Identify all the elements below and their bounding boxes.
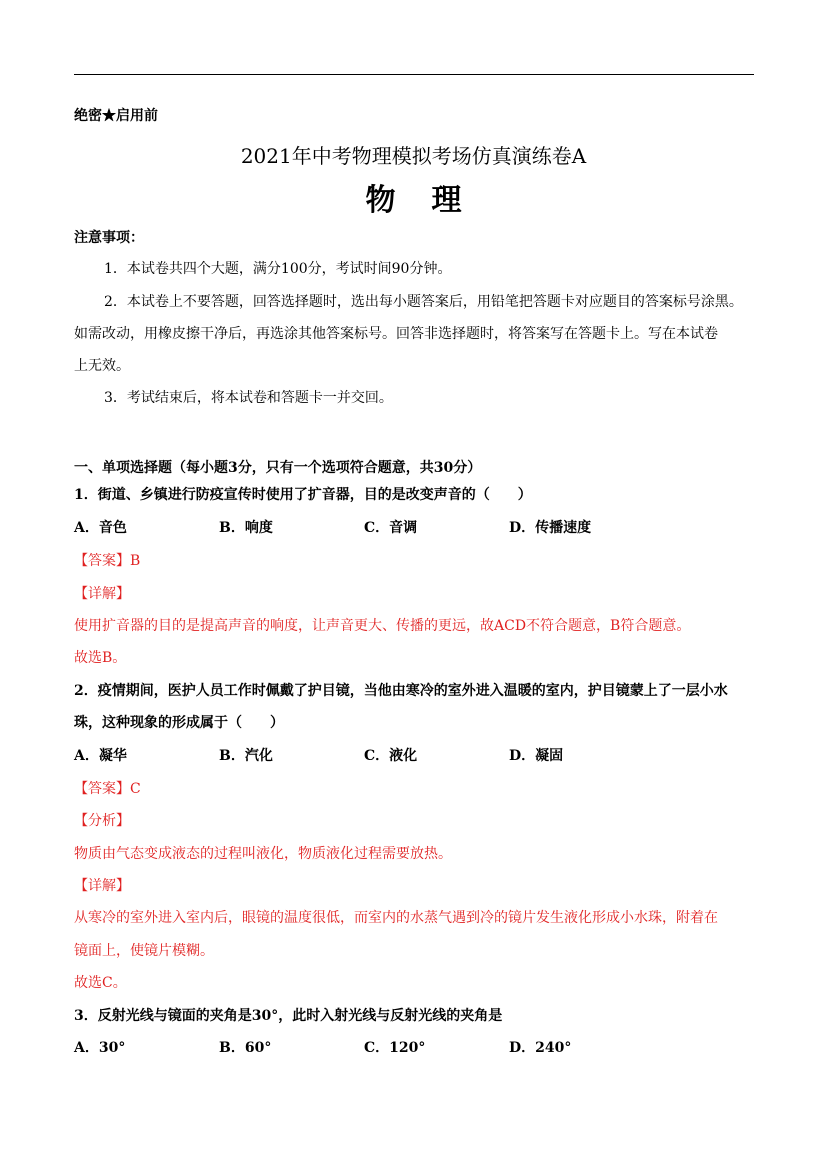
notice-heading: 注意事项： — [74, 230, 144, 246]
q3-option-c: C．120° — [364, 1040, 426, 1056]
notice-item-3: 3．考试结束后，将本试卷和答题卡一并交回。 — [104, 390, 393, 406]
q3-option-a: A．30° — [74, 1040, 126, 1056]
q1-stem: 1．街道、乡镇进行防疫宣传时使用了扩音器，目的是改变声音的（ ） — [74, 487, 532, 503]
q2-option-b: B．汽化 — [219, 748, 273, 764]
q2-stem-line1: 2．疫情期间，医护人员工作时佩戴了护目镜，当他由寒冷的室外进入温暖的室内，护目镜蒙上了一层小水 — [74, 683, 728, 699]
header-rule — [74, 74, 754, 75]
q2-detail-line2: 镜面上，使镜片模糊。 — [74, 943, 214, 959]
section-heading: 一、单项选择题（每小题3分，只有一个选项符合题意，共30分） — [74, 460, 482, 476]
notice-item-2-cont: 如需改动，用橡皮擦干净后，再选涂其他答案标号。回答非选择题时，将答案写在答题卡上。写在本试卷 — [74, 326, 718, 342]
q2-conclusion: 故选C。 — [74, 975, 127, 991]
q3-option-d: D．240° — [509, 1040, 572, 1056]
q3-stem: 3．反射光线与镜面的夹角是30°，此时入射光线与反射光线的夹角是 — [74, 1008, 503, 1024]
q2-detail-label: 【详解】 — [74, 878, 130, 894]
q1-option-a: A．音色 — [74, 520, 127, 536]
subject-title: 物理 — [365, 183, 498, 218]
q3-option-b: B．60° — [219, 1040, 272, 1056]
q1-option-c: C．音调 — [364, 520, 418, 536]
exam-title: 2021年中考物理模拟考场仿真演练卷A — [240, 144, 587, 168]
q1-option-d: D．传播速度 — [509, 520, 592, 536]
q2-option-a: A．凝华 — [74, 748, 127, 764]
q1-conclusion: 故选B。 — [74, 650, 127, 666]
secret-label: 绝密★启用前 — [74, 108, 158, 124]
notice-item-1: 1．本试卷共四个大题，满分100分，考试时间90分钟。 — [104, 261, 452, 277]
q2-analysis-text: 物质由气态变成液态的过程叫液化，物质液化过程需要放热。 — [74, 846, 452, 862]
notice-item-2-end: 上无效。 — [74, 358, 130, 374]
q1-detail-text: 使用扩音器的目的是提高声音的响度，让声音更大、传播的更远，故ACD不符合题意，B符合题意。 — [74, 618, 691, 634]
q1-detail-label: 【详解】 — [74, 586, 130, 602]
q1-option-b: B．响度 — [219, 520, 273, 536]
q2-answer: 【答案】C — [74, 781, 141, 797]
q2-stem-line2: 珠，这种现象的形成属于（ ） — [74, 715, 284, 731]
q2-detail-line1: 从寒冷的室外进入室内后，眼镜的温度很低，而室内的水蒸气遇到冷的镜片发生液化形成小水珠，附着在 — [74, 910, 718, 926]
q2-analysis-label: 【分析】 — [74, 813, 130, 829]
q2-option-d: D．凝固 — [509, 748, 564, 764]
notice-item-2: 2．本试卷上不要答题，回答选择题时，选出每小题答案后，用铅笔把答题卡对应题目的答案标号涂黑。 — [104, 294, 743, 310]
q2-option-c: C．液化 — [364, 748, 418, 764]
q1-answer: 【答案】B — [74, 553, 141, 569]
